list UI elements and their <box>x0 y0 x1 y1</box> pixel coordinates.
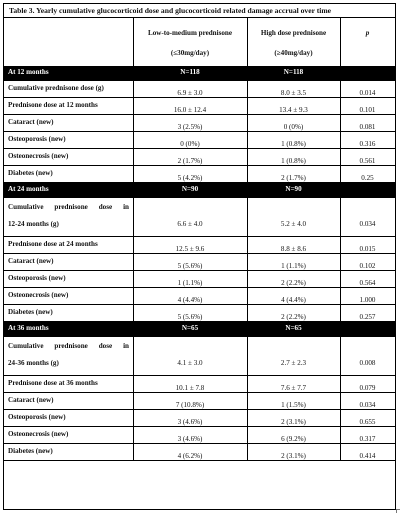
value-high-dose-text: 2 (2.2%) <box>281 279 306 287</box>
value-high-dose <box>247 305 340 321</box>
value-low-to-medium-text: 2 (1.7%) <box>177 157 203 165</box>
value-low-to-medium-text: 3 (4.6%) <box>177 418 203 426</box>
section-row <box>4 66 395 81</box>
value-high-dose-text: 2.7 ± 2.3 <box>280 359 307 367</box>
column-divider <box>133 427 134 443</box>
column-divider <box>133 376 134 392</box>
header-high-dose-line-2: (≥40mg/day) <box>274 49 313 57</box>
value-high-dose <box>247 410 340 426</box>
p-value-text: 0.655 <box>359 418 376 426</box>
value-high-dose-text: 13.4 ± 9.3 <box>279 106 308 114</box>
value-low-to-medium-text: 4 (4.4%) <box>177 296 203 304</box>
section-label <box>4 322 133 336</box>
p-value-text: 0.008 <box>359 359 376 367</box>
column-divider <box>133 115 134 131</box>
section-label-text: At 12 months <box>8 68 49 76</box>
row-label-line: 12-24 months (g) <box>8 220 59 228</box>
column-divider <box>340 115 341 131</box>
column-divider <box>247 444 248 460</box>
value-low-to-medium <box>133 198 247 236</box>
header-low-to-medium-line-2: (≤30mg/day) <box>170 49 210 57</box>
table-row <box>4 288 395 305</box>
header-p-value <box>340 18 395 66</box>
header-p-label: p <box>365 29 370 37</box>
p-value <box>340 427 395 443</box>
column-divider <box>247 410 248 426</box>
value-high-dose-text: 2 (3.1%) <box>281 418 306 426</box>
value-low-to-medium-text: 16.0 ± 12.4 <box>173 106 207 114</box>
value-low-to-medium <box>133 98 247 114</box>
value-low-to-medium <box>133 254 247 270</box>
section-label-text: At 24 months <box>8 185 49 193</box>
column-divider <box>133 305 134 321</box>
value-high-dose <box>247 254 340 270</box>
value-high-dose <box>247 149 340 165</box>
header-low-to-medium-line-1: Low-to-medium prednisone <box>147 29 232 37</box>
section-n-low-text: N=65 <box>181 324 199 332</box>
table-title: Table 3. Yearly cumulative glucocorticoid dose and glucocorticoid related damage accrual over time <box>4 4 395 18</box>
row-label <box>4 393 133 409</box>
p-value <box>340 98 395 114</box>
column-divider <box>133 337 134 375</box>
value-high-dose-text: 5.2 ± 4.0 <box>280 220 307 228</box>
header-high-dose-line-1: High dose prednisone <box>260 29 327 37</box>
value-low-to-medium-text: 5 (4.2%) <box>177 174 203 182</box>
section-n-low-text: N=118 <box>180 68 200 76</box>
table-row <box>4 132 395 149</box>
value-high-dose <box>247 198 340 236</box>
section-n-low <box>133 183 247 197</box>
value-low-to-medium-text: 4.1 ± 3.0 <box>177 359 203 367</box>
value-high-dose-text: 4 (4.4%) <box>281 296 306 304</box>
column-divider <box>340 337 341 375</box>
value-high-dose-text: 1 (1.1%) <box>281 262 306 270</box>
column-divider <box>340 444 341 460</box>
value-low-to-medium-text: 3 (4.6%) <box>177 435 203 443</box>
column-divider <box>133 393 134 409</box>
value-low-to-medium <box>133 81 247 97</box>
table-row <box>4 427 395 444</box>
section-p-blank <box>340 322 395 336</box>
row-label <box>4 410 133 426</box>
row-label <box>4 254 133 270</box>
row-label <box>4 132 133 148</box>
value-low-to-medium-text: 4 (6.2%) <box>177 452 203 460</box>
p-value-text: 0.081 <box>359 123 376 131</box>
row-label <box>4 166 133 182</box>
column-divider <box>133 198 134 236</box>
row-label <box>4 337 133 375</box>
p-value-text: 0.25 <box>361 174 374 182</box>
page-corner-mark <box>396 509 400 513</box>
column-divider <box>340 149 341 165</box>
header-divider <box>340 18 341 66</box>
value-high-dose <box>247 237 340 253</box>
section-n-high <box>247 322 340 336</box>
value-low-to-medium <box>133 166 247 182</box>
value-high-dose <box>247 337 340 375</box>
p-value-text: 0.034 <box>359 220 376 228</box>
row-label-line: Osteoporosis (new) <box>8 274 66 282</box>
p-value-text: 0.101 <box>359 106 376 114</box>
column-divider <box>247 288 248 304</box>
column-divider <box>133 288 134 304</box>
row-label-line: Cataract (new) <box>8 396 54 404</box>
column-divider <box>340 288 341 304</box>
p-value-text: 0.564 <box>359 279 376 287</box>
value-high-dose <box>247 288 340 304</box>
value-low-to-medium <box>133 376 247 392</box>
row-label-line: Diabetes (new) <box>8 169 53 177</box>
row-label-line: Prednisone dose at 24 months <box>8 240 98 248</box>
column-divider <box>340 198 341 236</box>
column-divider <box>247 81 248 97</box>
column-divider <box>247 198 248 236</box>
p-value-text: 0.561 <box>359 157 376 165</box>
value-high-dose <box>247 115 340 131</box>
column-divider <box>340 305 341 321</box>
table-row <box>4 444 395 461</box>
column-divider <box>247 115 248 131</box>
table-row <box>4 198 395 237</box>
column-divider <box>247 427 248 443</box>
section-n-high-text: N=65 <box>285 324 302 332</box>
row-label-line: 24-36 months (g) <box>8 359 59 367</box>
p-value-text: 0.034 <box>359 401 376 409</box>
column-divider <box>133 166 134 182</box>
section-n-low-text: N=90 <box>181 185 199 193</box>
value-low-to-medium-text: 12.5 ± 9.6 <box>175 245 205 253</box>
row-label-line: Cumulative prednisone dose in <box>8 342 129 350</box>
column-divider <box>247 337 248 375</box>
value-low-to-medium <box>133 393 247 409</box>
column-divider <box>247 149 248 165</box>
section-label-text: At 36 months <box>8 324 49 332</box>
value-high-dose <box>247 427 340 443</box>
p-value <box>340 337 395 375</box>
column-divider <box>133 132 134 148</box>
table-row <box>4 376 395 393</box>
row-label <box>4 427 133 443</box>
p-value-text: 0.015 <box>359 245 376 253</box>
section-row <box>4 183 395 198</box>
table-row <box>4 81 395 98</box>
header-divider <box>133 18 134 66</box>
row-label <box>4 98 133 114</box>
value-low-to-medium-text: 7 (10.8%) <box>175 401 205 409</box>
p-value <box>340 376 395 392</box>
value-high-dose-text: 0 (0%) <box>283 123 304 131</box>
row-label <box>4 198 133 236</box>
row-label-line: Diabetes (new) <box>8 447 53 455</box>
value-high-dose-text: 1 (0.8%) <box>281 140 306 148</box>
value-high-dose-text: 6 (9.2%) <box>281 435 306 443</box>
value-high-dose <box>247 132 340 148</box>
row-label-line: Cataract (new) <box>8 257 54 265</box>
value-high-dose-text: 8.0 ± 3.5 <box>280 89 307 97</box>
p-value <box>340 444 395 460</box>
p-value <box>340 305 395 321</box>
p-value <box>340 271 395 287</box>
value-high-dose-text: 2 (2.2%) <box>281 313 306 321</box>
p-value-text: 1.000 <box>359 296 376 304</box>
value-high-dose-text: 8.8 ± 8.6 <box>280 245 307 253</box>
header-divider <box>247 18 248 66</box>
p-value-text: 0.079 <box>359 384 376 392</box>
row-label-line: Diabetes (new) <box>8 308 53 316</box>
row-label <box>4 271 133 287</box>
value-high-dose <box>247 444 340 460</box>
row-label-line: Prednisone dose at 36 months <box>8 379 98 387</box>
header-high-dose <box>247 18 340 66</box>
table-row <box>4 410 395 427</box>
value-low-to-medium <box>133 149 247 165</box>
section-n-high-text: N=118 <box>283 68 304 76</box>
column-divider <box>340 271 341 287</box>
column-divider <box>340 410 341 426</box>
value-low-to-medium <box>133 444 247 460</box>
table-row <box>4 254 395 271</box>
row-label-line: Cumulative prednisone dose (g) <box>8 84 104 92</box>
row-label <box>4 115 133 131</box>
table-row <box>4 237 395 254</box>
column-divider <box>247 271 248 287</box>
column-divider <box>340 393 341 409</box>
value-low-to-medium-text: 10.1 ± 7.8 <box>175 384 205 392</box>
column-divider <box>133 237 134 253</box>
p-value <box>340 410 395 426</box>
value-low-to-medium <box>133 271 247 287</box>
column-divider <box>133 81 134 97</box>
value-low-to-medium <box>133 305 247 321</box>
table-3 <box>3 3 396 510</box>
row-label-line: Osteoporosis (new) <box>8 413 66 421</box>
p-value <box>340 166 395 182</box>
value-low-to-medium-text: 6.6 ± 4.0 <box>177 220 203 228</box>
column-divider <box>340 81 341 97</box>
value-low-to-medium-text: 3 (2.5%) <box>177 123 203 131</box>
value-low-to-medium-text: 1 (1.1%) <box>177 279 203 287</box>
value-low-to-medium <box>133 410 247 426</box>
value-high-dose <box>247 81 340 97</box>
section-row <box>4 322 395 337</box>
p-value <box>340 115 395 131</box>
column-divider <box>133 410 134 426</box>
section-n-high <box>247 66 340 80</box>
column-divider <box>340 237 341 253</box>
table-row <box>4 166 395 183</box>
section-label <box>4 66 133 80</box>
section-n-low <box>133 322 247 336</box>
column-divider <box>133 254 134 270</box>
table-row <box>4 337 395 376</box>
p-value <box>340 198 395 236</box>
column-divider <box>247 132 248 148</box>
value-low-to-medium-text: 5 (5.6%) <box>177 262 203 270</box>
value-low-to-medium-text: 0 (0%) <box>180 140 200 148</box>
value-high-dose-text: 7.6 ± 7.7 <box>280 384 307 392</box>
p-value <box>340 393 395 409</box>
table-row <box>4 271 395 288</box>
row-label <box>4 81 133 97</box>
p-value <box>340 254 395 270</box>
value-high-dose <box>247 98 340 114</box>
value-high-dose-text: 2 (3.1%) <box>281 452 306 460</box>
column-divider <box>247 254 248 270</box>
table-header <box>4 18 395 67</box>
value-low-to-medium-text: 5 (5.6%) <box>177 313 203 321</box>
section-p-blank <box>340 183 395 197</box>
p-value <box>340 288 395 304</box>
value-low-to-medium <box>133 427 247 443</box>
value-low-to-medium <box>133 132 247 148</box>
row-label-line: Osteonecrosis (new) <box>8 291 69 299</box>
row-label <box>4 237 133 253</box>
value-low-to-medium <box>133 237 247 253</box>
section-n-low <box>133 66 247 80</box>
p-value-text: 0.414 <box>359 452 376 460</box>
p-value <box>340 149 395 165</box>
section-n-high-text: N=90 <box>285 185 302 193</box>
value-high-dose-text: 2 (1.7%) <box>281 174 306 182</box>
column-divider <box>340 132 341 148</box>
column-divider <box>340 254 341 270</box>
value-high-dose <box>247 166 340 182</box>
row-label-line: Cataract (new) <box>8 118 54 126</box>
table-row <box>4 393 395 410</box>
column-divider <box>247 237 248 253</box>
row-label <box>4 149 133 165</box>
section-n-high <box>247 183 340 197</box>
row-label-line: Cumulative prednisone dose in <box>8 203 129 211</box>
p-value-text: 0.316 <box>359 140 376 148</box>
column-divider <box>247 166 248 182</box>
column-divider <box>340 427 341 443</box>
value-low-to-medium-text: 6.9 ± 3.0 <box>177 89 203 97</box>
column-divider <box>340 166 341 182</box>
p-value-text: 0.317 <box>359 435 376 443</box>
row-label-line: Osteonecrosis (new) <box>8 430 69 438</box>
value-high-dose <box>247 393 340 409</box>
row-label-line: Osteoporosis (new) <box>8 135 66 143</box>
value-high-dose-text: 1 (1.5%) <box>281 401 306 409</box>
column-divider <box>247 305 248 321</box>
section-p-blank <box>340 66 395 80</box>
value-high-dose-text: 1 (0.8%) <box>281 157 306 165</box>
table-row <box>4 98 395 115</box>
p-value-text: 0.014 <box>359 89 376 97</box>
header-low-to-medium <box>133 18 247 66</box>
value-high-dose <box>247 271 340 287</box>
value-high-dose <box>247 376 340 392</box>
column-divider <box>247 98 248 114</box>
row-label-line: Osteonecrosis (new) <box>8 152 69 160</box>
p-value-text: 0.257 <box>359 313 376 321</box>
p-value <box>340 132 395 148</box>
column-divider <box>340 98 341 114</box>
table-row <box>4 115 395 132</box>
table-row <box>4 149 395 166</box>
table-row <box>4 305 395 322</box>
value-low-to-medium <box>133 115 247 131</box>
row-label <box>4 444 133 460</box>
column-divider <box>247 393 248 409</box>
section-label <box>4 183 133 197</box>
row-label-line: Prednisone dose at 12 months <box>8 101 98 109</box>
row-label <box>4 376 133 392</box>
column-divider <box>133 271 134 287</box>
column-divider <box>247 376 248 392</box>
column-divider <box>133 98 134 114</box>
column-divider <box>133 444 134 460</box>
p-value-text: 0.102 <box>359 262 376 270</box>
row-label <box>4 288 133 304</box>
row-label <box>4 305 133 321</box>
column-divider <box>340 376 341 392</box>
value-low-to-medium <box>133 337 247 375</box>
value-low-to-medium <box>133 288 247 304</box>
p-value <box>340 237 395 253</box>
column-divider <box>133 149 134 165</box>
p-value <box>340 81 395 97</box>
